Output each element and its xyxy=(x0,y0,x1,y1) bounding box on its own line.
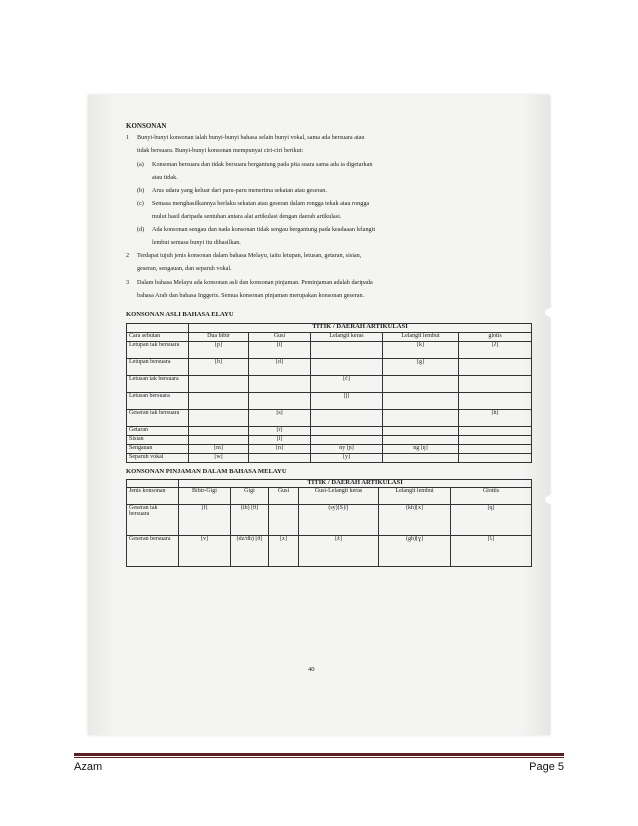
subpoint-label: (a) xyxy=(137,161,144,168)
subpoint-d xyxy=(137,227,531,253)
table-header-row xyxy=(127,332,532,341)
row-label: Separuh vokal xyxy=(127,453,189,462)
column-header: Gigi xyxy=(231,487,269,504)
point-2 xyxy=(126,253,531,279)
punch-hole xyxy=(545,308,557,317)
subpoint-line: Ada konsonan sengau dan nada konsonan tidak sengau bergantung pada keadaaan lelangit xyxy=(152,226,376,233)
table-cell: [f] xyxy=(179,504,231,535)
table-cell xyxy=(459,358,532,375)
footer-rule xyxy=(74,753,564,756)
table-cell xyxy=(383,375,459,392)
table-cell: [ž] xyxy=(299,535,379,566)
table-cell xyxy=(189,435,249,444)
table-konsonan-pinjaman xyxy=(126,479,532,567)
table-cell xyxy=(311,409,383,426)
table-header-row xyxy=(127,487,532,504)
table-cell: (th) [θ] xyxy=(231,504,269,535)
table-cell xyxy=(459,444,532,453)
table-row xyxy=(127,358,532,375)
column-header: Lelangit lembut xyxy=(383,332,459,341)
table-cell: [r] xyxy=(249,426,311,435)
table-cell xyxy=(383,409,459,426)
point-line: Dalam bahasa Melayu ada konsonan asli dan konsonan pinjaman. Peminjaman adalah daripada xyxy=(137,279,373,286)
table-cell xyxy=(459,435,532,444)
table-cell: [g] xyxy=(383,358,459,375)
point-number: 2 xyxy=(126,252,130,259)
column-header: Lelangit keras xyxy=(311,332,383,341)
scan-page-number: 40 xyxy=(308,666,315,673)
column-header: Glottis xyxy=(451,487,532,504)
subpoint-line: lembut semasa bunyi itu dihasilkan. xyxy=(152,239,241,246)
table-cell xyxy=(189,375,249,392)
column-header: glotis xyxy=(459,332,532,341)
table-cell xyxy=(189,409,249,426)
table-cell xyxy=(383,435,459,444)
column-header: Gusi-Lelangit keras xyxy=(299,487,379,504)
table-row xyxy=(127,392,532,409)
subpoint-line: Konsonan bersuara dan tidak bersuara bergantung pada pita suara sama ada ia digetarkan xyxy=(152,161,373,168)
table-cell: ng [ŋ] xyxy=(383,444,459,453)
table-cell: [w] xyxy=(189,453,249,462)
point-1 xyxy=(126,135,531,161)
table-cell xyxy=(311,341,383,358)
table-row xyxy=(127,444,532,453)
table-cell xyxy=(459,392,532,409)
point-3 xyxy=(126,280,531,306)
column-header: Jenis konsonan xyxy=(127,487,179,504)
point-line: Terdapat tujuh jenis konsonan dalam bahasa Melayu, iaitu letupan, letusan, getaran, sisian, xyxy=(137,252,362,259)
table-cell xyxy=(311,426,383,435)
subpoint-label: (c) xyxy=(137,200,144,207)
table-cell xyxy=(459,426,532,435)
subpoint-line: atau tidak. xyxy=(152,174,178,181)
table-row xyxy=(127,435,532,444)
table-cell: [t] xyxy=(249,341,311,358)
point-line: geseran, sengauan, dan separuh vokal. xyxy=(137,265,232,272)
table-cell: [ǰ] xyxy=(311,392,383,409)
table-cell: (sy)[Š]/ʃ xyxy=(299,504,379,535)
table-cell xyxy=(249,375,311,392)
table-row xyxy=(127,535,532,566)
table-cell: [l] xyxy=(249,435,311,444)
point-line: bahasa Arab dan bahasa Inggeris. Semua konsonan pinjaman merupakan konsonan geseran. xyxy=(137,292,365,299)
table1-heading: KONSONAN ASLI BAHASA ELAYU xyxy=(126,311,234,318)
table-row xyxy=(127,426,532,435)
table-cell: ny [ɲ] xyxy=(311,444,383,453)
table-cell: (gh)[ɣ] xyxy=(379,535,451,566)
table-row xyxy=(127,409,532,426)
column-header: Lelangit lembut xyxy=(379,487,451,504)
scan-content xyxy=(126,123,531,567)
table-row xyxy=(127,504,532,535)
row-label: Letupan bersuara xyxy=(127,358,189,375)
table-cell: [v] xyxy=(179,535,231,566)
point-line: Bunyi-bunyi konsonan ialah bunyi-bunyi bahasa selain bunyi vokal, sama ada bersuara atau xyxy=(137,134,365,141)
table2-heading: KONSONAN PINJAMAN DALAM BAHASA MELAYU xyxy=(126,467,287,475)
subpoint-label: (d) xyxy=(137,226,145,233)
table-cell xyxy=(383,453,459,462)
table-row xyxy=(127,375,532,392)
table-cell: [h] xyxy=(459,409,532,426)
table-cell: [n] xyxy=(249,444,311,453)
table-cell xyxy=(459,453,532,462)
table-cell: [k] xyxy=(383,341,459,358)
table-cell xyxy=(249,453,311,462)
section-heading: KONSONAN xyxy=(126,122,167,130)
subpoint-c xyxy=(137,201,531,227)
table-cell: [ʕ] xyxy=(451,535,532,566)
column-header: Dua bibir xyxy=(189,332,249,341)
row-label: Sisian xyxy=(127,435,189,444)
punch-hole xyxy=(545,495,557,504)
table-cell xyxy=(269,504,299,535)
table-cell xyxy=(311,435,383,444)
subpoint-line: Semasa menghasilkannya berlaku sekatan atau geseran dalam rongga tekak atau rongga xyxy=(152,200,370,207)
table-cell: [č] xyxy=(311,375,383,392)
table-cell xyxy=(189,426,249,435)
table-title: TITIK / DAERAH ARTIKULASI xyxy=(179,480,532,488)
row-label: Letusan tak bersuara xyxy=(127,375,189,392)
row-label: Getaran xyxy=(127,426,189,435)
table-cell: (dz/dh) [ð] xyxy=(231,535,269,566)
table-title: TITIK / DAERAH ARTIKULASI xyxy=(189,323,532,332)
subpoint-label: (b) xyxy=(137,187,145,194)
table-cell: [s] xyxy=(249,409,311,426)
table-cell: [y] xyxy=(311,453,383,462)
table-cell xyxy=(249,392,311,409)
table-row xyxy=(127,341,532,358)
table-cell: [ʔ] xyxy=(459,341,532,358)
table-cell: [b] xyxy=(189,358,249,375)
point-line: tidak bersuara. Bunyi-bunyi konsonan mempunyai ciri-ciri berikut: xyxy=(137,147,304,154)
column-header: Gusi xyxy=(249,332,311,341)
subpoint-line: Arus udara yang keluar dari paru-paru menerima sekatan atau geseran. xyxy=(152,187,327,194)
point-number: 3 xyxy=(126,279,130,286)
point-number: 1 xyxy=(126,134,130,141)
table-cell: [p] xyxy=(189,341,249,358)
table-cell xyxy=(311,358,383,375)
footer-author: Azam xyxy=(74,761,103,773)
column-header: Gusi xyxy=(269,487,299,504)
scanned-page xyxy=(88,95,550,735)
footer-page-number: Page 5 xyxy=(529,761,564,773)
row-label: Geseran tak bersuara xyxy=(127,409,189,426)
column-header: Bibir-Gigi xyxy=(179,487,231,504)
row-label: Geseran tak bersuara xyxy=(127,504,179,535)
row-label: Geseran bersuara xyxy=(127,535,179,566)
table-cell: [m] xyxy=(189,444,249,453)
table-cell xyxy=(459,375,532,392)
table-cell xyxy=(189,392,249,409)
column-header: Cara sebutan xyxy=(127,332,189,341)
table-cell: (kh)[x] xyxy=(379,504,451,535)
table-cell xyxy=(383,426,459,435)
table-row xyxy=(127,453,532,462)
footer-rule xyxy=(74,757,564,758)
row-label: Sengauan xyxy=(127,444,189,453)
table-cell xyxy=(383,392,459,409)
table-konsonan-asli xyxy=(126,323,532,463)
row-label: Letusan bersuara xyxy=(127,392,189,409)
table-cell: [z] xyxy=(269,535,299,566)
subpoint-a xyxy=(137,162,531,188)
row-label: Letupan tak bersuara xyxy=(127,341,189,358)
subpoint-line: mulut hasil daripada sentuhan antara alat artikulasi dengan daerah artikulasi. xyxy=(152,213,342,220)
table-cell: [q] xyxy=(451,504,532,535)
table-cell: [d] xyxy=(249,358,311,375)
